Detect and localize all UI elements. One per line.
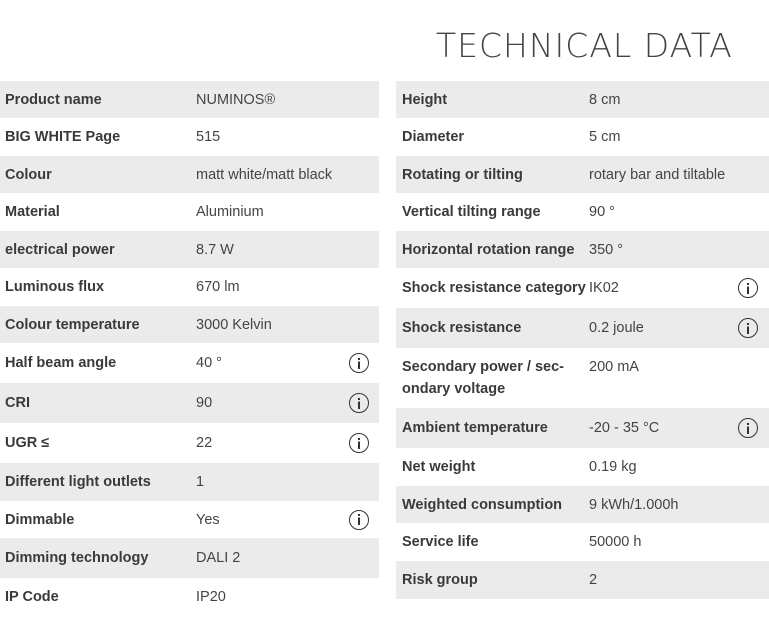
spec-label: Half beam angle xyxy=(5,355,117,371)
spec-label: electrical power xyxy=(5,241,115,258)
left-row-dimmable xyxy=(0,501,379,538)
page-title: TECHNICAL DATA xyxy=(436,26,733,65)
spec-label: Rotating or tilting xyxy=(402,166,523,183)
spec-label: Diameter xyxy=(402,129,465,145)
spec-value: -20 - 35 °C xyxy=(589,420,660,436)
spec-label: Different light outlets xyxy=(5,474,151,490)
left-row-dimming-technology xyxy=(0,538,379,578)
right-row-ambient-temperature xyxy=(396,408,769,448)
spec-value: 0.2 joule xyxy=(589,320,644,336)
right-row-height xyxy=(396,81,769,118)
right-row-diameter xyxy=(396,118,769,156)
spec-label: Shock resistance xyxy=(402,320,522,336)
spec-label: Secondary power / sec-ondary voltage xyxy=(402,359,564,397)
spec-label: UGR ≤ xyxy=(5,435,50,451)
spec-value: 0.19 kg xyxy=(589,459,637,475)
spec-label: Shock resistance category xyxy=(402,280,586,296)
spec-value: 670 lm xyxy=(196,279,240,295)
spec-value: 2 xyxy=(589,572,598,588)
info-icon[interactable] xyxy=(349,510,369,530)
right-row-net-weight xyxy=(396,448,769,486)
spec-label: BIG WHITE Page xyxy=(5,129,121,145)
right-row-shock-resistance-category xyxy=(396,268,769,308)
info-icon[interactable] xyxy=(738,278,758,298)
spec-value: 90 ° xyxy=(589,204,615,220)
spec-value: 200 mA xyxy=(589,359,639,375)
spec-value: 22 xyxy=(196,435,213,451)
left-row-colour xyxy=(0,156,379,193)
left-row-colour-temperature xyxy=(0,306,379,343)
info-icon[interactable] xyxy=(349,353,369,373)
spec-label: Ambient temperature xyxy=(402,420,548,436)
spec-label: IP Code xyxy=(5,589,59,605)
right-row-shock-resistance xyxy=(396,308,769,348)
spec-value: 350 ° xyxy=(589,241,624,258)
spec-label: Risk group xyxy=(402,572,478,588)
spec-label: Colour xyxy=(5,166,52,183)
spec-value: 40 ° xyxy=(196,355,222,371)
spec-label: Horizontal rotation range xyxy=(402,241,575,258)
spec-value: 90 xyxy=(196,395,213,411)
spec-value: 515 xyxy=(196,129,221,145)
spec-value: 8.7 W xyxy=(196,241,234,258)
spec-value: NUMINOS® xyxy=(196,91,276,108)
right-row-vertical-tilting-range xyxy=(396,193,769,231)
left-data-table xyxy=(0,81,379,616)
spec-value: 9 kWh/1.000h xyxy=(589,496,679,513)
spec-label: Dimming technology xyxy=(5,550,149,566)
spec-label: Colour temperature xyxy=(5,316,140,333)
spec-value: Yes xyxy=(196,511,220,528)
left-row-electrical-power xyxy=(0,231,379,268)
spec-value: DALI 2 xyxy=(196,550,241,566)
left-row-material xyxy=(0,193,379,231)
spec-value: 1 xyxy=(196,474,205,490)
spec-value: rotary bar and tiltable xyxy=(589,166,726,183)
left-row-big-white-page xyxy=(0,118,379,156)
spec-value: 5 cm xyxy=(589,129,621,145)
spec-label: Service life xyxy=(402,534,479,550)
spec-label: Height xyxy=(402,91,448,108)
spec-value: Aluminium xyxy=(196,204,264,220)
left-row-product-name xyxy=(0,81,379,118)
spec-label: CRI xyxy=(5,395,30,411)
spec-label: Product name xyxy=(5,91,102,108)
left-row-cri xyxy=(0,383,379,423)
right-data-table xyxy=(396,81,769,599)
spec-value: IK02 xyxy=(589,280,619,296)
left-row-half-beam-angle xyxy=(0,343,379,383)
right-row-weighted-consumption xyxy=(396,486,769,523)
spec-value: 8 cm xyxy=(589,91,621,108)
spec-label: Material xyxy=(5,204,60,220)
info-icon[interactable] xyxy=(349,433,369,453)
left-row-different-light-outlets xyxy=(0,463,379,501)
right-row-risk-group xyxy=(396,561,769,599)
spec-label: Dimmable xyxy=(5,511,75,528)
spec-label: Weighted consumption xyxy=(402,496,563,513)
spec-value: IP20 xyxy=(196,589,226,605)
info-icon[interactable] xyxy=(738,318,758,338)
left-row-luminous-flux xyxy=(0,268,379,306)
left-row-ip-code xyxy=(0,578,379,616)
info-icon[interactable] xyxy=(738,418,758,438)
spec-label: Luminous flux xyxy=(5,279,105,295)
spec-value: 3000 Kelvin xyxy=(196,316,272,333)
spec-label: Vertical tilting range xyxy=(402,204,541,220)
right-row-secondary-power xyxy=(396,348,769,408)
spec-value: matt white/matt black xyxy=(196,166,333,183)
spec-label: Net weight xyxy=(402,459,476,475)
spec-value: 50000 h xyxy=(589,534,642,550)
info-icon[interactable] xyxy=(349,393,369,413)
right-row-horizontal-rotation-range xyxy=(396,231,769,268)
right-row-service-life xyxy=(396,523,769,561)
left-row-ugr xyxy=(0,423,379,463)
right-row-rotating-or-tilting xyxy=(396,156,769,193)
